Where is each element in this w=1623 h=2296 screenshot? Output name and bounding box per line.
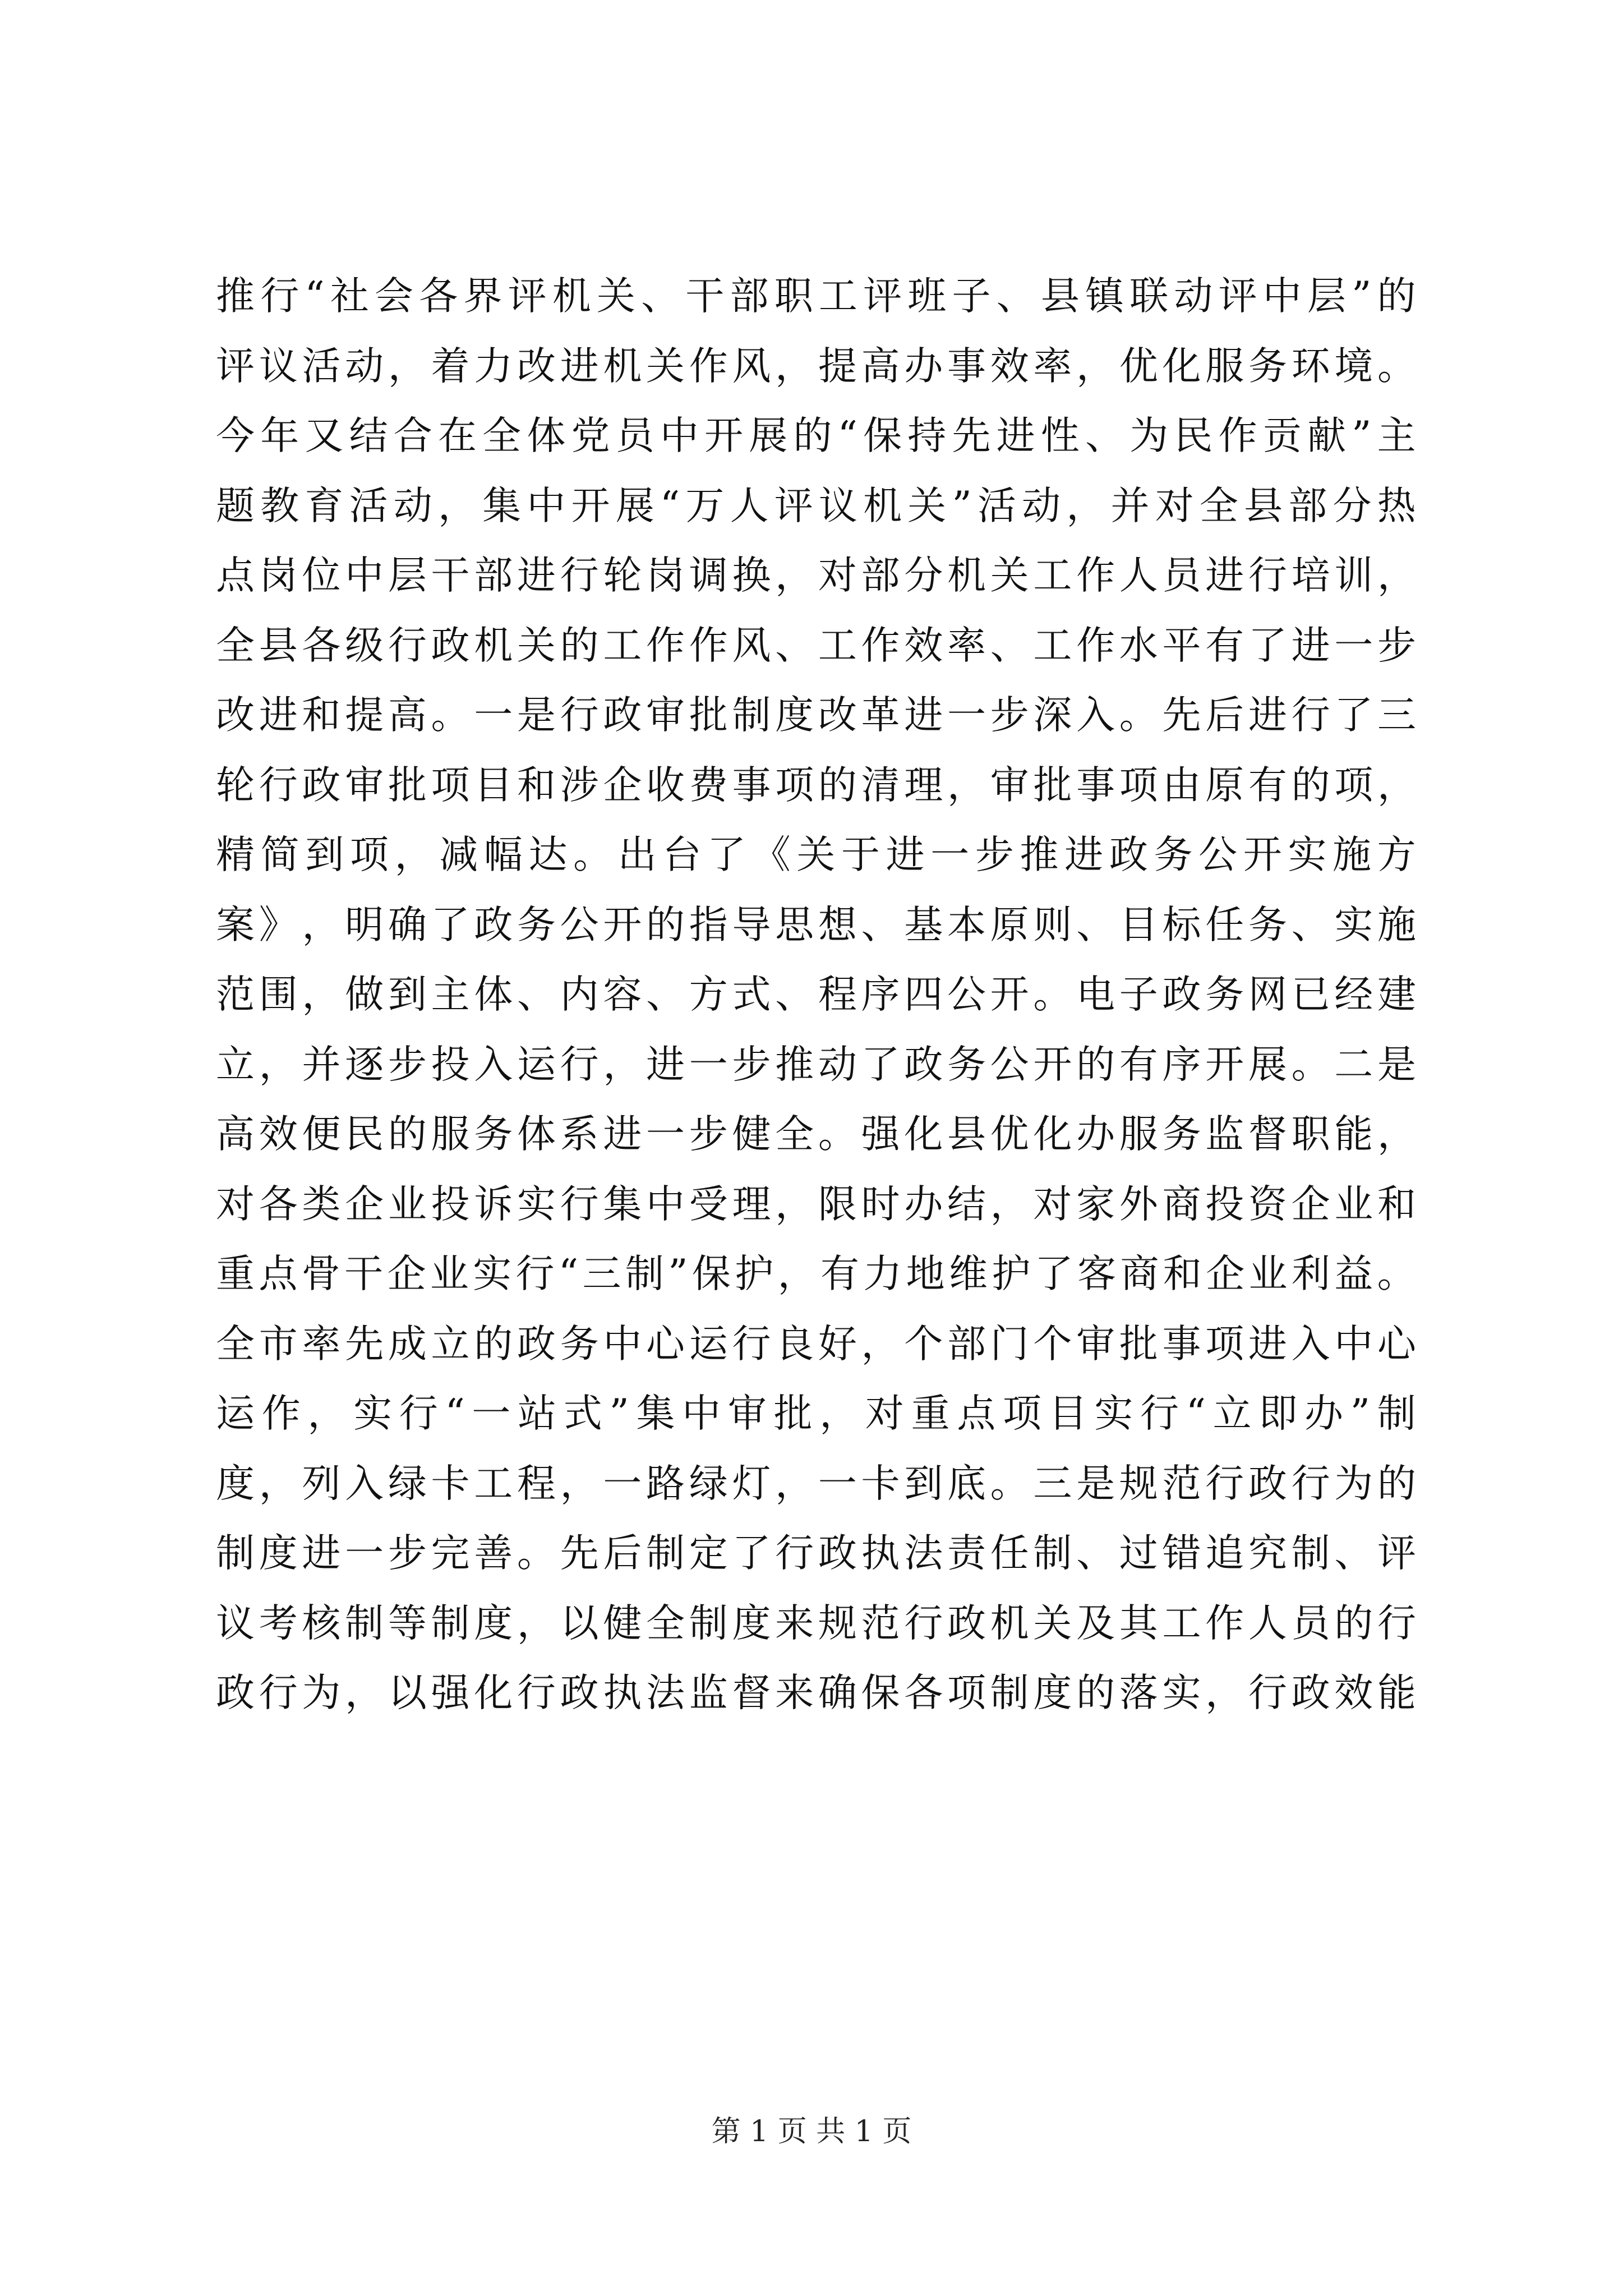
page-footer — [0, 2112, 1623, 2151]
text-line: 案 》 ， 明 确 了 政 务 公 开 的 指 导 思 想 、 基 本 原 则 、 目 标 任 务 、 实 施 — [216, 902, 1416, 947]
text-line: 重 点 骨 干 企 业 实 行 “ 三 制 ” 保 护 ， 有 力 地 维 护 了 客 商 和 企 业 利 益 。 — [216, 1251, 1416, 1296]
text-line: 立 ， 并 逐 步 投 入 运 行 ， 进 一 步 推 动 了 政 务 公 开 的 有 序 开 展 。 二 是 — [216, 1042, 1416, 1087]
text-line: 今 年 又 结 合 在 全 体 党 员 中 开 展 的 “ 保 持 先 进 性 、 为 民 作 贡 献 ” 主 — [216, 413, 1416, 458]
text-line: 点 岗 位 中 层 干 部 进 行 轮 岗 调 换 ， 对 部 分 机 关 工 作 人 员 进 行 培 训 ， — [216, 553, 1416, 598]
text-line: 政 行 为 ， 以 强 化 行 政 执 法 监 督 来 确 保 各 项 制 度 的 落 实 ， 行 政 效 能 — [216, 1671, 1416, 1715]
text-line: 精 简 到 项 ， 减 幅 达 。 出 台 了 《 关 于 进 一 步 推 进 政 务 公 开 实 施 方 — [216, 832, 1416, 877]
text-line: 度 ， 列 入 绿 卡 工 程 ， 一 路 绿 灯 ， 一 卡 到 底 。 三 是 规 范 行 政 行 为 的 — [216, 1461, 1416, 1506]
text-line: 范 围 ， 做 到 主 体 、 内 容 、 方 式 、 程 序 四 公 开 。 电 子 政 务 网 已 经 建 — [216, 972, 1416, 1017]
text-line: 改 进 和 提 高 。 一 是 行 政 审 批 制 度 改 革 进 一 步 深 入 。 先 后 进 行 了 三 — [216, 693, 1416, 738]
text-line: 对 各 类 企 业 投 诉 实 行 集 中 受 理 ， 限 时 办 结 ， 对 家 外 商 投 资 企 业 和 — [216, 1181, 1416, 1227]
text-line: 议 考 核 制 等 制 度 ， 以 健 全 制 度 来 规 范 行 政 机 关 及 其 工 作 人 员 的 行 — [216, 1600, 1416, 1646]
text-line: 高 效 便 民 的 服 务 体 系 进 一 步 健 全 。 强 化 县 优 化 办 服 务 监 督 职 能 ， — [216, 1112, 1416, 1157]
text-line: 推 行 “ 社 会 各 界 评 机 关 、 干 部 职 工 评 班 子 、 县 镇 联 动 评 中 层 ” 的 — [216, 274, 1416, 319]
text-line: 轮 行 政 审 批 项 目 和 涉 企 收 费 事 项 的 清 理 ， 审 批 事 项 由 原 有 的 项 ， — [216, 762, 1416, 808]
text-line: 题 教 育 活 动 ， 集 中 开 展 “ 万 人 评 议 机 关 ” 活 动 ， 并 对 全 县 部 分 热 — [216, 483, 1416, 528]
text-line: 全 县 各 级 行 政 机 关 的 工 作 作 风 、 工 作 效 率 、 工 作 水 平 有 了 进 一 步 — [216, 623, 1416, 668]
text-line: 运 作 ， 实 行 “ 一 站 式 ” 集 中 审 批 ， 对 重 点 项 目 实 行 “ 立 即 办 ” 制 — [216, 1391, 1416, 1436]
body-paragraph — [216, 261, 1416, 1728]
text-line: 制 度 进 一 步 完 善 。 先 后 制 定 了 行 政 执 法 责 任 制 、 过 错 追 究 制 、 评 — [216, 1531, 1416, 1576]
text-line: 评 议 活 动 ， 着 力 改 进 机 关 作 风 ， 提 高 办 事 效 率 ， 优 化 服 务 环 境 。 — [216, 343, 1416, 389]
text-line: 全 市 率 先 成 立 的 政 务 中 心 运 行 良 好 ， 个 部 门 个 审 批 事 项 进 入 中 心 — [216, 1321, 1416, 1366]
page-number-label: 第 1 页 共 1 页 — [711, 2115, 912, 2148]
